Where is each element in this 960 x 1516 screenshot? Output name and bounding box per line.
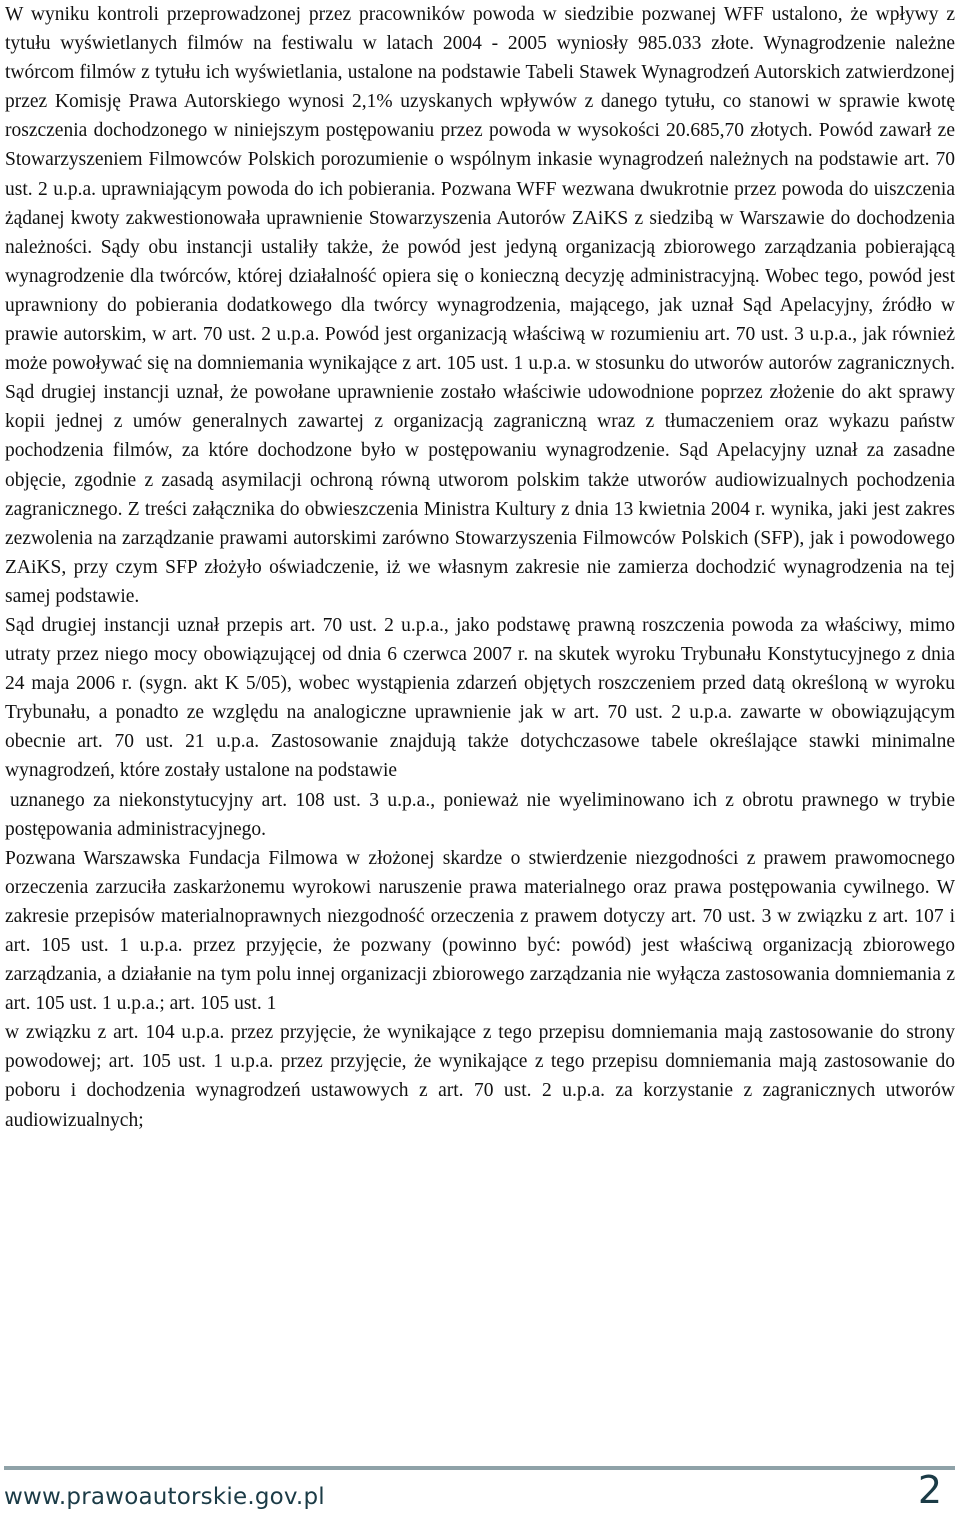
page-number: 2: [917, 1468, 942, 1512]
paragraph-unconstitutional-article: uznanego za niekonstytucyjny art. 108 ust. 3 u.p.a., ponieważ nie wyeliminowano ich z obrotu prawnego w trybie postępowania administracyjnego.: [5, 789, 955, 840]
paragraph-complaint-continued: w związku z art. 104 u.p.a. przez przyjęcie, że wynikające z tego przepisu domniemania mają zastosowanie do strony powodowej; art. 105 ust. 1 u.p.a. przez przyjęcie, że wynikające z tego przepisu domniemania mają zastosowanie do poboru i dochodzenia wynagrodzeń ustawowych z art. 70 ust. 2 u.p.a. za korzystanie z zagranicznych utworów audiowizualnych;: [5, 1022, 955, 1131]
paragraph-wff-control: W wyniku kontroli przeprowadzonej przez pracowników powoda w siedzibie pozwanej WFF ustalono, że wpływy z tytułu wyświetlanych filmów na festiwalu w latach 2004 - 2005 wyniosły 985.033 złote. Wynagrodzenie należne twórcom filmów z tytułu ich wyświetlania, ustalone na podstawie Tabeli Stawek Wynagrodzeń Autorskich zatwierdzonej przez Komisję Prawa Autorskiego wynosi 2,1% uzyskanych wpływów z danego tytułu, co stanowi w sprawie kwotę roszczenia dochodzonego w niniejszym postępowaniu przez powoda w wysokości 20.685,70 złotych. Powód zawarł ze Stowarzyszeniem Filmowców Polskich porozumienie o wspólnym inkasie wynagrodzeń należnych na podstawie art. 70 ust. 2 u.p.a. uprawniającym powoda do ich pobierania. Pozwana WFF wezwana dwukrotnie przez powoda do uiszczenia żądanej kwoty zakwestionowała uprawnienie Stowarzyszenia Autorów ZAiKS z siedzibą w Warszawie do dochodzenia należności. Sądy obu instancji ustaliły także, że powód jest jedyną organizacją zbiorowego zarządzania pobierającą wynagrodzenie dla twórców, której działalność opiera się o konieczną decyzję administracyjną. Wobec tego, powód jest uprawniony do pobierania dodatkowego dla twórcy wynagrodzenia, mającego, jak uznał Sąd Apelacyjny, źródło w prawie autorskim, w art. 70 ust. 2 u.p.a. Powód jest organizacją właściwą w rozumieniu art. 70 ust. 3 u.p.a., jak również może powoływać się na domniemania wynikające z art. 105 ust. 1 u.p.a. w stosunku do utworów autorów zagranicznych. Sąd drugiej instancji uznał, że powołane uprawnienie zostało właściwie udowodnione poprzez złożenie do akt sprawy kopii jednej z umów generalnych zawartej z organizacją zagraniczną wraz z tłumaczeniem oraz wykazu państw pochodzenia filmów, za które dochodzone było w postępowaniu wynagrodzenie. Sąd Apelacyjny uznał za zasadne objęcie, zgodnie z zasadą asymilacji ochroną równą utworom polskim także utworów audiowizualnych pochodzenia zagranicznego. Z treści załącznika do obwieszczenia Ministra Kultury z dnia 13 kwietnia 2004 r. wynika, jaki jest zakres zezwolenia na zarządzanie prawami autorskimi zarówno Stowarzyszenia Filmowców Polskich (SFP), jak i powodowego ZAiKS, przy czym SFP złożyło oświadczenie, iż we własnym zakresie nie zamierza dochodzić wynagrodzenia na tej samej podstawie.: [5, 4, 955, 607]
document-body: [5, 0, 955, 1135]
footer-divider: [4, 1466, 955, 1470]
footer-website-link[interactable]: www.prawoautorskie.gov.pl: [4, 1484, 325, 1510]
paragraph-appeal-court-basis: Sąd drugiej instancji uznał przepis art. 70 ust. 2 u.p.a., jako podstawę prawną roszczenia powoda za właściwy, mimo utraty przez niego mocy obowiązującej od dnia 6 czerwca 2007 r. na skutek wyroku Trybunału Konstytucyjnego z dnia 24 maja 2006 r. (sygn. akt K 5/05), wobec wystąpienia zdarzeń objętych roszczeniem przed datą określoną w wyroku Trybunału, a ponadto ze względu na analogiczne uprawnienie jak w art. 70 ust. 2 u.p.a. zawarte w obowiązującym obecnie art. 70 ust. 21 u.p.a. Zastosowanie znajdują także dotychczasowe tabele określające stawki minimalne wynagrodzeń, które zostały ustalone na podstawie: [5, 614, 955, 782]
paragraph-complaint: Pozwana Warszawska Fundacja Filmowa w złożonej skardze o stwierdzenie niezgodności z prawem prawomocnego orzeczenia zarzuciła zaskarżonemu wyrokowi naruszenie prawa materialnego oraz prawa postępowania cywilnego. W zakresie przepisów materialnoprawnych niezgodność orzeczenia z prawem dotyczy art. 70 ust. 3 w związku z art. 107 i art. 105 ust. 1 u.p.a. przez przyjęcie, że pozwany (powinno być: powód) jest właściwą organizacją zbiorowego zarządzania, a działanie na tym polu innej organizacji zbiorowego zarządzania nie wyłącza zastosowania domniemania z art. 105 ust. 1 u.p.a.; art. 105 ust. 1: [5, 847, 955, 1015]
